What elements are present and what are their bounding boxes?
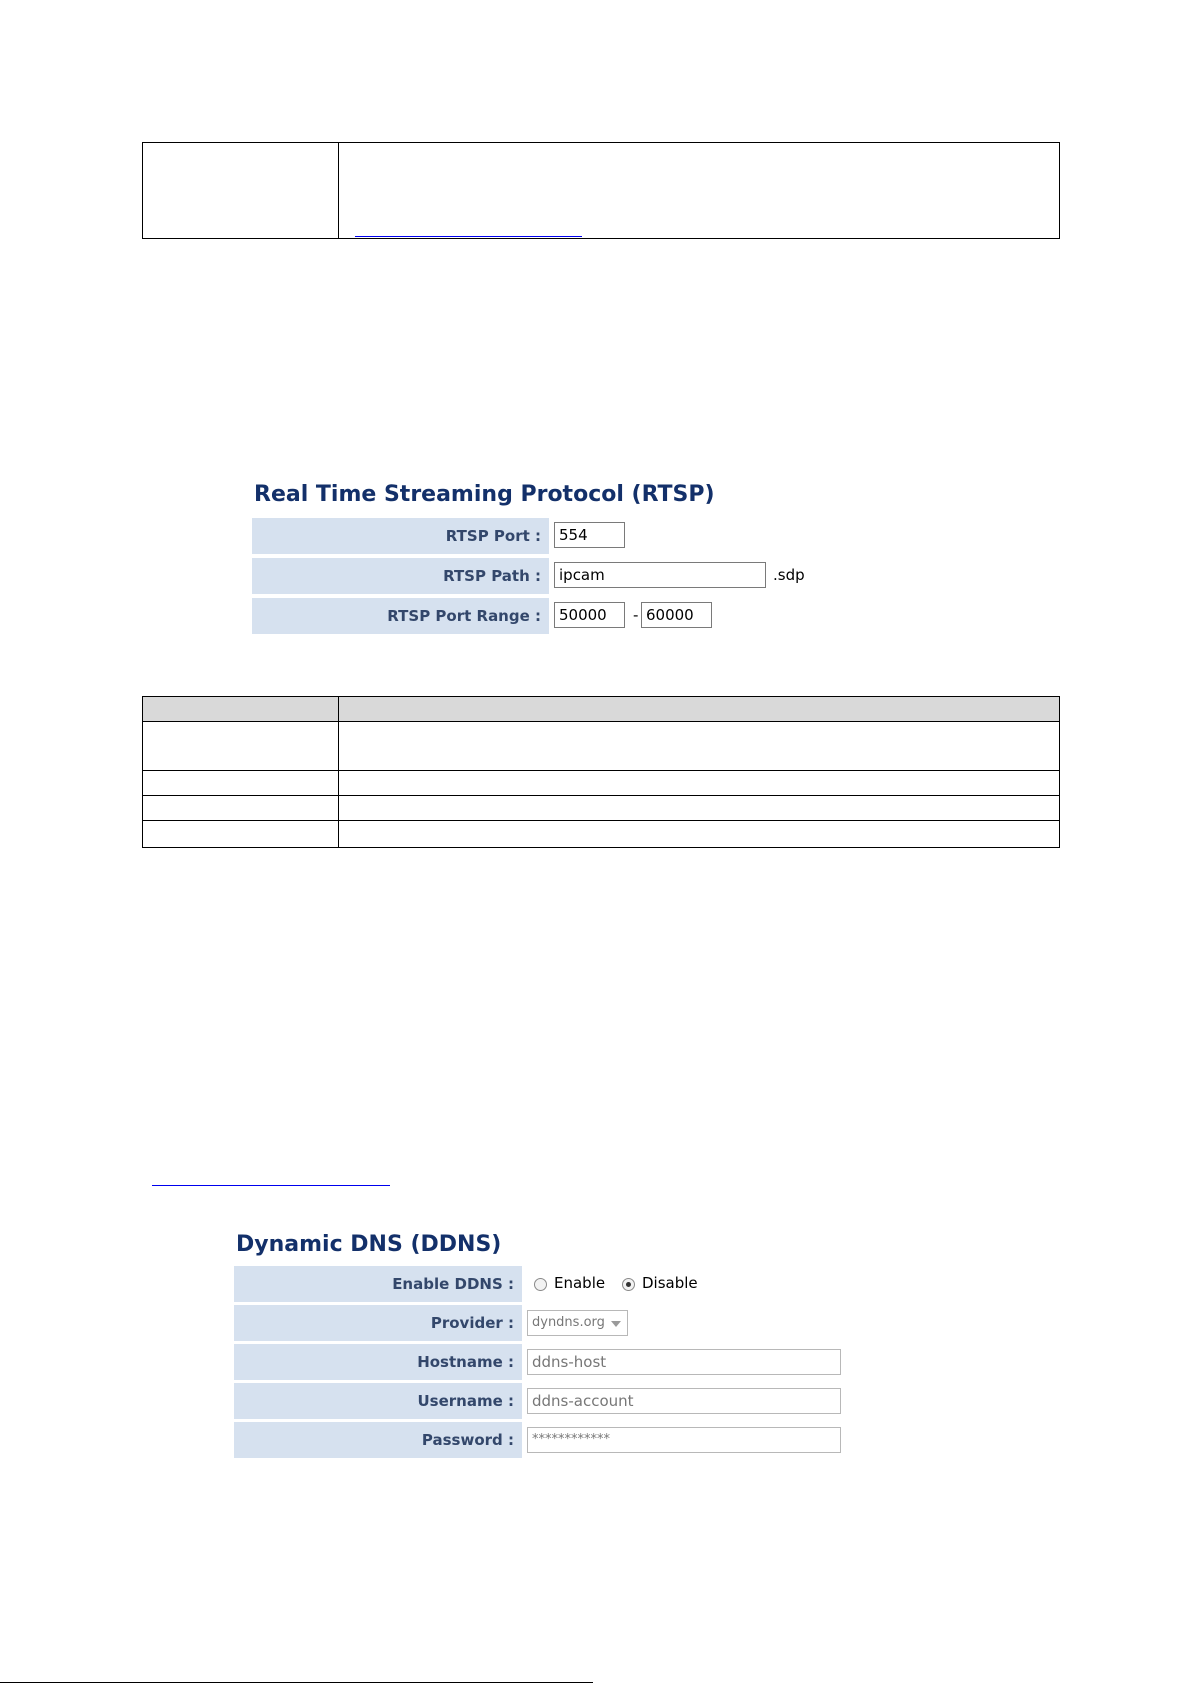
enable-radio[interactable] xyxy=(534,1278,547,1291)
table-row-line xyxy=(143,795,1059,796)
rtsp-path-label: RTSP Path : xyxy=(252,558,549,594)
ddns-enable-row xyxy=(234,1266,854,1302)
ddns-provider-row xyxy=(234,1305,854,1341)
footer-rule xyxy=(0,1682,593,1683)
ddns-hostname-row xyxy=(234,1344,854,1380)
ddns-password-row xyxy=(234,1422,854,1458)
rtsp-path-input[interactable]: ipcam xyxy=(554,562,766,588)
hostname-label: Hostname : xyxy=(234,1344,522,1380)
top-info-table xyxy=(142,142,1060,239)
rtsp-port-range-row xyxy=(252,598,812,634)
disable-radio[interactable] xyxy=(622,1278,635,1291)
rtsp-path-row xyxy=(252,558,812,594)
hyperlink-underline[interactable] xyxy=(355,236,582,237)
provider-select[interactable] xyxy=(527,1310,628,1336)
rtsp-port-row xyxy=(252,518,812,554)
enable-ddns-label: Enable DDNS : xyxy=(234,1266,522,1302)
rtsp-port-range-label: RTSP Port Range : xyxy=(252,598,549,634)
rtsp-port-input[interactable]: 554 xyxy=(554,522,625,548)
rtsp-port-range-separator: - xyxy=(633,606,639,624)
username-input[interactable]: ddns-account xyxy=(527,1388,841,1414)
chevron-down-icon xyxy=(611,1321,621,1327)
table-header-row xyxy=(143,697,1059,722)
table-column-divider xyxy=(338,143,339,238)
table-column-divider xyxy=(338,697,339,847)
rtsp-port-range-start-input[interactable]: 50000 xyxy=(554,602,625,628)
table-row-line xyxy=(143,770,1059,771)
rtsp-port-range-end-input[interactable]: 60000 xyxy=(641,602,712,628)
rtsp-panel-title: Real Time Streaming Protocol (RTSP) xyxy=(254,482,715,507)
ddns-link-underline[interactable] xyxy=(152,1185,390,1186)
provider-label: Provider : xyxy=(234,1305,522,1341)
disable-radio-label: Disable xyxy=(642,1274,698,1292)
rtsp-port-label: RTSP Port : xyxy=(252,518,549,554)
enable-radio-label: Enable xyxy=(554,1274,606,1292)
hostname-input[interactable]: ddns-host xyxy=(527,1349,841,1375)
username-label: Username : xyxy=(234,1383,522,1419)
table-row-line xyxy=(143,820,1059,821)
ddns-username-row xyxy=(234,1383,854,1419)
password-label: Password : xyxy=(234,1422,522,1458)
parameter-table xyxy=(142,696,1060,848)
password-input[interactable]: ************ xyxy=(527,1427,841,1453)
rtsp-path-suffix: .sdp xyxy=(773,566,805,584)
ddns-panel-title: Dynamic DNS (DDNS) xyxy=(236,1232,502,1257)
provider-select-value: dyndns.org xyxy=(532,1315,605,1330)
